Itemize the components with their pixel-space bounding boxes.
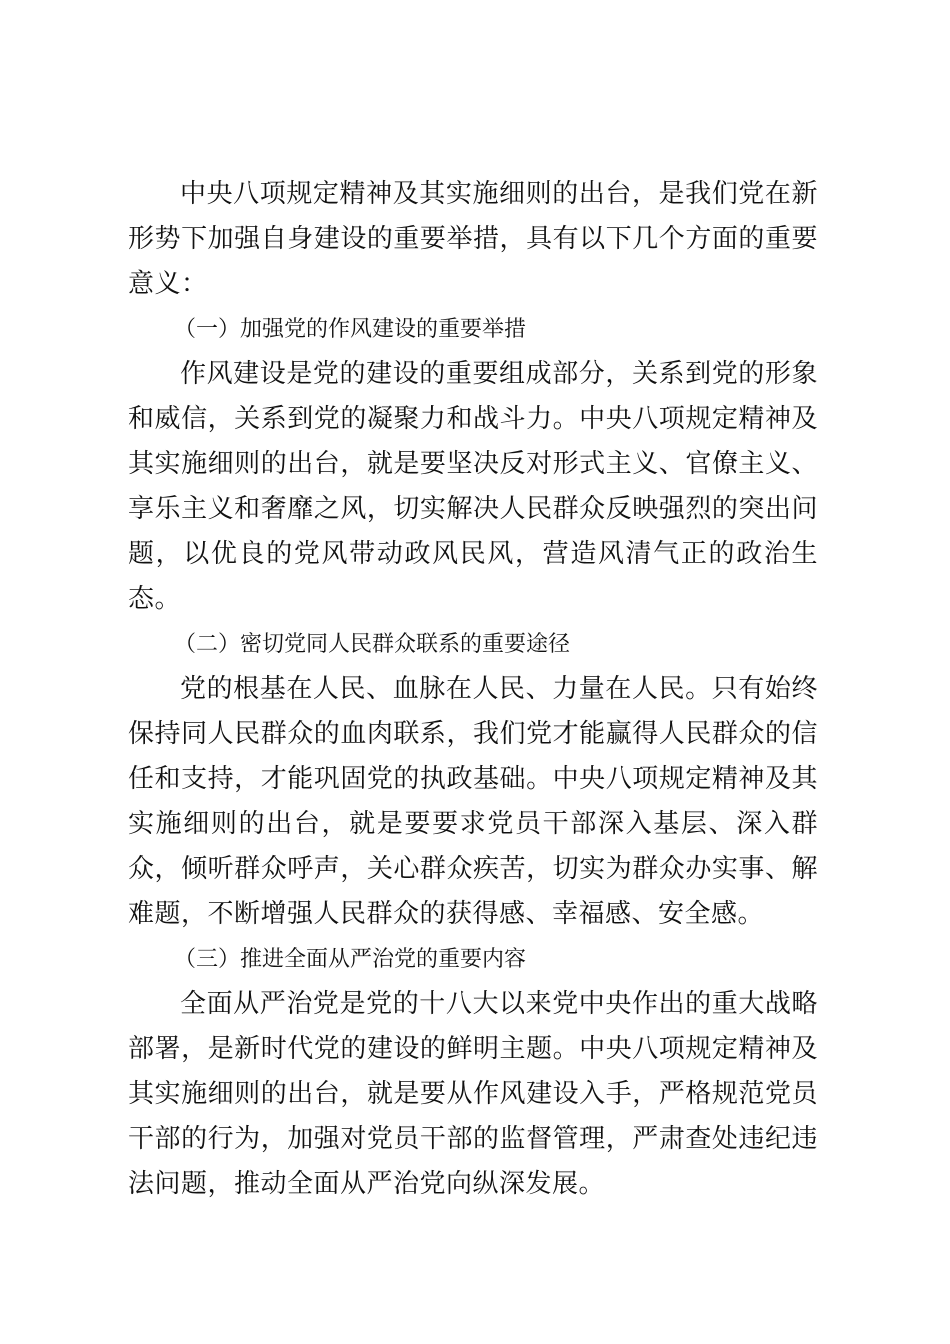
- section-heading-2: （二）密切党同人民群众联系的重要途径: [174, 632, 571, 657]
- section-heading-1: （一）加强党的作风建设的重要举措: [174, 317, 527, 342]
- intro-paragraph: 中央八项规定精神及其实施细则的出台，是我们党在新形势下加强自身建设的重要举措，具有以下几个方面的重要意义：: [128, 179, 818, 299]
- section-body-1: 作风建设是党的建设的重要组成部分，关系到党的形象和威信，关系到党的凝聚力和战斗力。中央八项规定精神及其实施细则的出台，就是要坚决反对形式主义、官僚主义、享乐主义和奢靡之风，切实解决人民群众反映强烈的突出问题，以优良的党风带动政风民风，营造风清气正的政治生态。: [128, 359, 818, 614]
- section-body-3: 全面从严治党是党的十八大以来党中央作出的重大战略部署，是新时代党的建设的鲜明主题。中央八项规定精神及其实施细则的出台，就是要从作风建设入手，严格规范党员干部的行为，加强对党员干部的监督管理，严肃查处违纪违法问题，推动全面从严治党向纵深发展。: [128, 989, 818, 1199]
- section-heading-3: （三）推进全面从严治党的重要内容: [174, 947, 527, 972]
- section-body-2: 党的根基在人民、血脉在人民、力量在人民。只有始终保持同人民群众的血肉联系，我们党才能赢得人民群众的信任和支持，才能巩固党的执政基础。中央八项规定精神及其实施细则的出台，就是要要求党员干部深入基层、深入群众，倾听群众呼声，关心群众疾苦，切实为群众办实事、解难题，不断增强人民群众的获得感、幸福感、安全感。: [128, 674, 818, 929]
- document-body: [128, 172, 818, 1207]
